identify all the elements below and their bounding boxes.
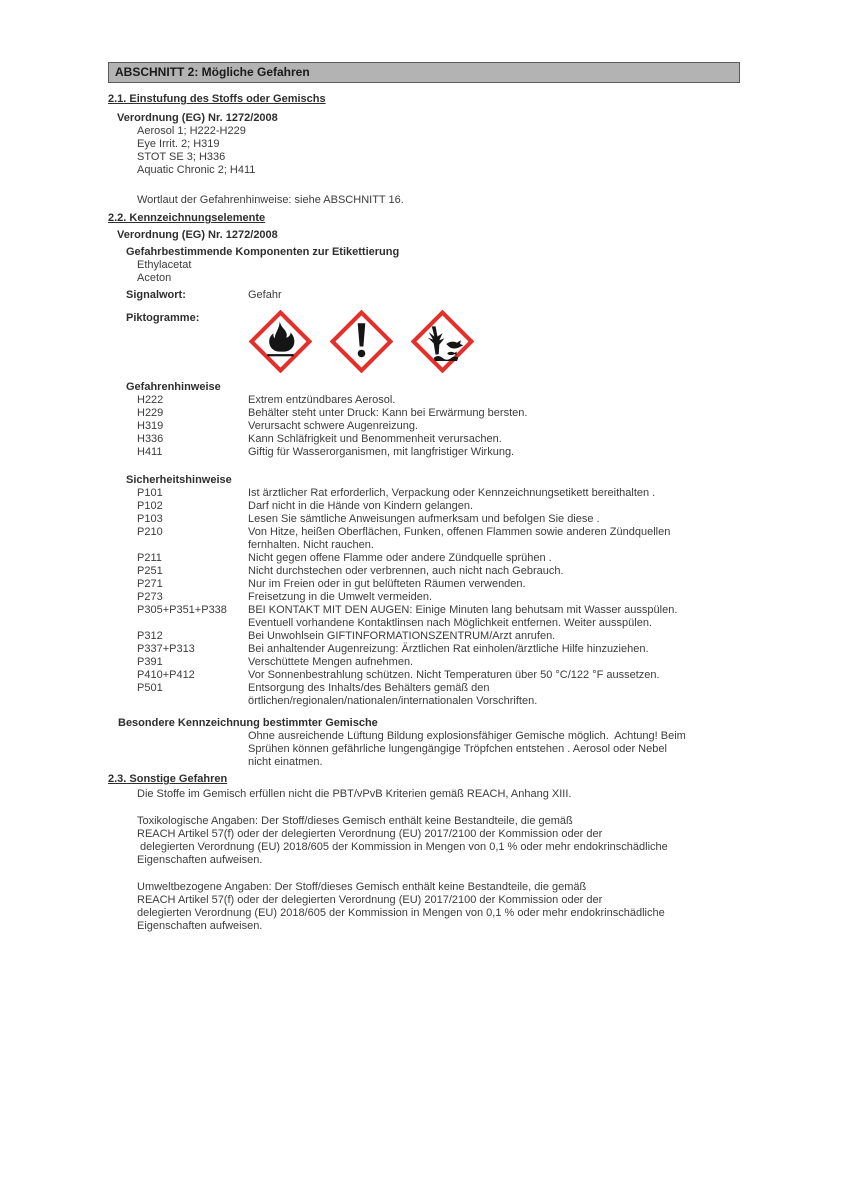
- ghs-environment-icon: [411, 310, 474, 373]
- hazard-text: Verursacht schwere Augenreizung.: [248, 420, 418, 432]
- toxicological-line: Toxikologische Angaben: Der Stoff/dieses Gemisch enthält keine Bestandteile, die gemäß: [137, 815, 573, 827]
- precaution-row: [108, 630, 740, 643]
- precaution-code: P312: [137, 630, 163, 642]
- component-item: Aceton: [137, 272, 172, 284]
- toxicological-paragraph: [137, 815, 740, 867]
- classification-item: Eye Irrit. 2; H319: [137, 138, 220, 150]
- classification-item: Aquatic Chronic 2; H411: [137, 164, 256, 176]
- hazard-row: [108, 407, 740, 420]
- hazard-code: H222: [137, 394, 164, 406]
- hazard-list: [108, 394, 740, 459]
- precaution-code: P305+P351+P338: [137, 604, 227, 616]
- s21-note: Wortlaut der Gefahrenhinweise: siehe ABSCHNITT 16.: [137, 194, 404, 206]
- hazard-code: H319: [137, 420, 164, 432]
- precaution-row: [108, 669, 740, 682]
- precaution-row: [108, 656, 740, 669]
- components-heading: Gefahrbestimmende Komponenten zur Etikettierung: [126, 246, 400, 258]
- precaution-row: [108, 604, 740, 630]
- precaution-text: Nicht durchstechen oder verbrennen, auch nicht nach Gebrauch.: [248, 565, 564, 577]
- s21-classification-list: [137, 125, 740, 177]
- toxicological-line: REACH Artikel 57(f) oder der delegierten Verordnung (EU) 2017/2100 der Kommission oder der: [137, 828, 603, 840]
- precaution-row: [108, 487, 740, 500]
- precaution-code: P391: [137, 656, 163, 668]
- precaution-text: Vor Sonnenbestrahlung schützen. Nicht Temperaturen über 50 °C/122 °F aussetzen.: [248, 669, 660, 681]
- precaution-row: [108, 591, 740, 604]
- ghs-flame-icon: [249, 310, 312, 373]
- section-header-bar: [108, 62, 740, 83]
- environmental-line: delegierten Verordnung (EU) 2018/605 der Kommission in Mengen von 0,1 % oder mehr endokrinschädliche: [137, 907, 665, 919]
- hazard-row: [108, 446, 740, 459]
- component-item: Ethylacetat: [137, 259, 192, 271]
- special-labelling-line: nicht einatmen.: [248, 756, 323, 768]
- special-labelling-line: Sprühen können gefährliche lungengängige Tröpfchen entstehen . Aerosol oder Nebel: [248, 743, 667, 755]
- precaution-code: P271: [137, 578, 163, 590]
- ghs-exclamation-icon: [330, 310, 393, 373]
- component-list: [137, 259, 740, 285]
- hazard-code: H229: [137, 407, 164, 419]
- precaution-code: P211: [137, 552, 162, 564]
- hazard-code: H411: [137, 446, 163, 458]
- signal-word-row: [108, 289, 740, 302]
- precaution-text: Nicht gegen offene Flamme oder andere Zündquelle sprühen .: [248, 552, 552, 564]
- precaution-text: Nur im Freien oder in gut belüfteten Räumen verwenden.: [248, 578, 526, 590]
- precaution-text: BEI KONTAKT MIT DEN AUGEN: Einige Minuten lang behutsam mit Wasser ausspülen.: [248, 604, 678, 616]
- precaution-text: Ist ärztlicher Rat erforderlich, Verpackung oder Kennzeichnungsetikett bereithalten .: [248, 487, 656, 499]
- precaution-text: Bei anhaltender Augenreizung: Ärztlichen Rat einholen/ärztliche Hilfe hinzuziehen.: [248, 643, 649, 655]
- precaution-text: Entsorgung des Inhalts/des Behälters gemäß den: [248, 682, 490, 694]
- precaution-code: P102: [137, 500, 163, 512]
- environmental-line: REACH Artikel 57(f) oder der delegierten Verordnung (EU) 2017/2100 der Kommission oder der: [137, 894, 603, 906]
- precaution-list: [108, 487, 740, 708]
- toxicological-line: delegierten Verordnung (EU) 2018/605 der Kommission in Mengen von 0,1 % oder mehr endokrinschädliche: [137, 841, 668, 853]
- precaution-text: Darf nicht in die Hände von Kindern gelangen.: [248, 500, 474, 512]
- precaution-heading: Sicherheitshinweise: [126, 474, 232, 486]
- precaution-text: Lesen Sie sämtliche Anweisungen aufmerksam und befolgen Sie diese .: [248, 513, 600, 525]
- precaution-code: P210: [137, 526, 163, 538]
- precaution-row: [108, 552, 740, 565]
- hazard-text: Extrem entzündbares Aerosol.: [248, 394, 396, 406]
- precaution-code: P337+P313: [137, 643, 195, 655]
- precaution-row: [108, 682, 740, 708]
- hazard-text: Giftig für Wasserorganismen, mit langfristiger Wirkung.: [248, 446, 515, 458]
- environmental-line: Umweltbezogene Angaben: Der Stoff/dieses Gemisch enthält keine Bestandteile, die gemäß: [137, 881, 587, 893]
- hazard-row: [108, 433, 740, 446]
- section-header-title: ABSCHNITT 2: Mögliche Gefahren: [115, 65, 310, 79]
- s23-title: 2.3. Sonstige Gefahren: [108, 773, 228, 785]
- hazard-row: [108, 394, 740, 407]
- precaution-row: [108, 643, 740, 656]
- signal-word-label: Signalwort:: [126, 289, 186, 301]
- s21-regulation: Verordnung (EG) Nr. 1272/2008: [117, 112, 278, 124]
- classification-item: Aerosol 1; H222-H229: [137, 125, 246, 137]
- precaution-code: P101: [137, 487, 163, 499]
- precaution-row: [108, 513, 740, 526]
- special-labelling-paragraph: [248, 730, 740, 769]
- precaution-row: [108, 565, 740, 578]
- precaution-text: Von Hitze, heißen Oberflächen, Funken, offenen Flammen sowie anderen Zündquellen: [248, 526, 671, 538]
- precaution-code: P251: [137, 565, 163, 577]
- precaution-code: P273: [137, 591, 163, 603]
- precaution-text: Bei Unwohlsein GIFTINFORMATIONSZENTRUM/Arzt anrufen.: [248, 630, 556, 642]
- precaution-code: P501: [137, 682, 163, 694]
- hazard-heading: Gefahrenhinweise: [126, 381, 221, 393]
- pictogram-strip: [249, 310, 474, 373]
- precaution-text: Verschüttete Mengen aufnehmen.: [248, 656, 414, 668]
- precaution-text: Freisetzung in die Umwelt vermeiden.: [248, 591, 433, 603]
- toxicological-line: Eigenschaften aufweisen.: [137, 854, 263, 866]
- hazard-code: H336: [137, 433, 164, 445]
- hazard-row: [108, 420, 740, 433]
- precaution-code: P410+P412: [137, 669, 195, 681]
- precaution-row: [108, 500, 740, 513]
- precaution-code: P103: [137, 513, 163, 525]
- precaution-row: [108, 526, 740, 552]
- pictograms-label: Piktogramme:: [126, 312, 200, 324]
- precaution-text: örtlichen/regionalen/nationalen/internationalen Vorschriften.: [248, 695, 538, 707]
- hazard-text: Behälter steht unter Druck: Kann bei Erwärmung bersten.: [248, 407, 528, 419]
- signal-word-value: Gefahr: [248, 289, 282, 301]
- special-labelling-heading: Besondere Kennzeichnung bestimmter Gemische: [118, 717, 378, 729]
- s22-title: 2.2. Kennzeichnungselemente: [108, 212, 266, 224]
- pictograms-row: [108, 310, 740, 373]
- special-labelling-line: Ohne ausreichende Lüftung Bildung explosionsfähiger Gemische möglich. Achtung! Beim: [248, 730, 686, 742]
- s22-regulation: Verordnung (EG) Nr. 1272/2008: [117, 229, 278, 241]
- hazard-text: Kann Schläfrigkeit und Benommenheit verursachen.: [248, 433, 502, 445]
- precaution-text: fernhalten. Nicht rauchen.: [248, 539, 374, 551]
- s23-intro: Die Stoffe im Gemisch erfüllen nicht die PBT/vPvB Kriterien gemäß REACH, Anhang XIII.: [137, 788, 572, 800]
- environmental-paragraph: [137, 881, 740, 933]
- classification-item: STOT SE 3; H336: [137, 151, 226, 163]
- precaution-text: Eventuell vorhandene Kontaktlinsen nach Möglichkeit entfernen. Weiter ausspülen.: [248, 617, 652, 629]
- s21-title: 2.1. Einstufung des Stoffs oder Gemischs: [108, 93, 326, 105]
- environmental-line: Eigenschaften aufweisen.: [137, 920, 263, 932]
- precaution-row: [108, 578, 740, 591]
